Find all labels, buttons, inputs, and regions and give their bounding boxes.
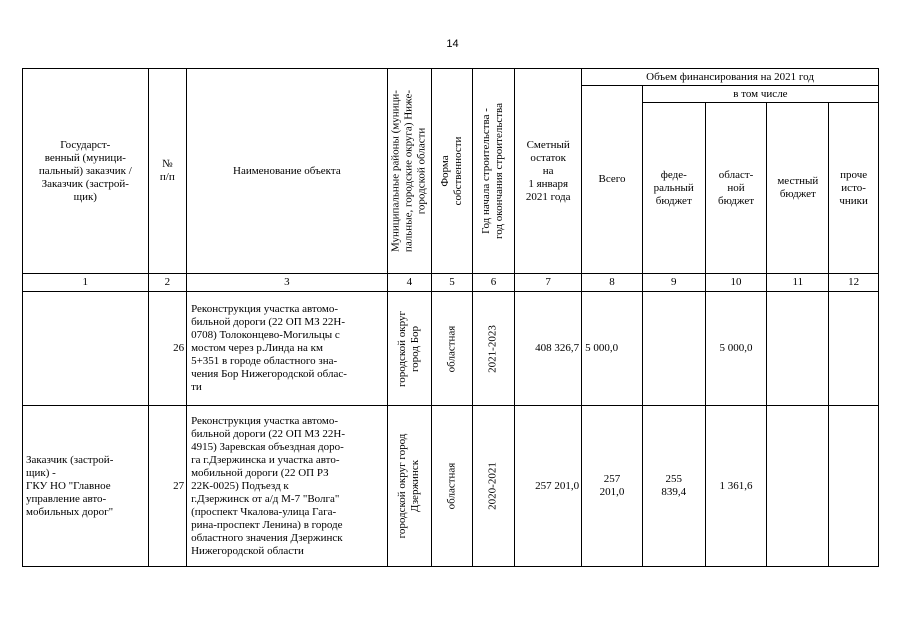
row-local	[767, 406, 829, 567]
column-number: 6	[472, 274, 515, 292]
header-ownership: Форма собственности	[432, 69, 473, 274]
row-local	[767, 292, 829, 406]
row-estimate: 257 201,0	[515, 406, 582, 567]
column-number: 10	[705, 274, 767, 292]
column-number: 12	[829, 274, 879, 292]
row-other	[829, 406, 879, 567]
page-number: 14	[446, 38, 459, 50]
header-federal: феде- ральный бюджет	[642, 103, 705, 274]
row-other	[829, 292, 879, 406]
column-number: 5	[432, 274, 473, 292]
header-object-name: Наименование объекта	[187, 69, 388, 274]
column-number: 7	[515, 274, 582, 292]
row-total: 5 000,0	[582, 292, 643, 406]
row-federal: 255 839,4	[642, 406, 705, 567]
row-total: 257 201,0	[582, 406, 643, 567]
column-number: 9	[642, 274, 705, 292]
row-customer	[23, 292, 149, 406]
header-including: в том числе	[642, 86, 878, 103]
row-regional: 5 000,0	[705, 292, 767, 406]
header-regional: област- ной бюджет	[705, 103, 767, 274]
column-number: 1	[23, 274, 149, 292]
column-number: 8	[582, 274, 643, 292]
header-estimate: Сметный остаток на 1 января 2021 года	[515, 69, 582, 274]
financing-table	[22, 68, 879, 567]
row-ownership: областная	[432, 292, 473, 406]
table-row	[23, 292, 879, 406]
column-number: 11	[767, 274, 829, 292]
header-num: № п/п	[148, 69, 186, 274]
header-customer: Государст- венный (муници- пальный) заказчик / Заказчик (застрой- щик)	[23, 69, 149, 274]
row-num: 26	[148, 292, 186, 406]
column-numbers-row	[23, 274, 879, 292]
header-districts: Муниципальные районы (муници- пальные, городские округа) Ниже- городской области	[387, 69, 432, 274]
row-district: городской округ город Дзержинск	[387, 406, 432, 567]
row-estimate: 408 326,7	[515, 292, 582, 406]
header-funding: Объем финансирования на 2021 год	[582, 69, 879, 86]
row-num: 27	[148, 406, 186, 567]
row-years: 2020-2021	[472, 406, 515, 567]
row-years: 2021-2023	[472, 292, 515, 406]
column-number: 2	[148, 274, 186, 292]
row-district: городской округ город Бор	[387, 292, 432, 406]
column-number: 4	[387, 274, 432, 292]
table-row	[23, 406, 879, 567]
row-regional: 1 361,6	[705, 406, 767, 567]
column-number: 3	[187, 274, 388, 292]
row-federal	[642, 292, 705, 406]
header-other: проче исто- чники	[829, 103, 879, 274]
header-total: Всего	[582, 86, 643, 274]
row-object-name: Реконструкция участка автомо- бильной дороги (22 ОП МЗ 22Н- 4915) Заревская объездная доро- га г.Дзержинска и участка авто- мобильной дороги (22 ОП РЗ 22К-0025) Подъезд к г.Дзержинск от а/д М-7 "Волга" (проспект Чкалова-улица Гага- рина-проспект Ленина) в городе областного значения Дзержинск Нижегородской области	[187, 406, 388, 567]
row-customer: Заказчик (застрой- щик) - ГКУ НО "Главное управление авто- мобильных дорог"	[23, 406, 149, 567]
header-years: Год начала строительства - год окончания строительства	[472, 69, 515, 274]
header-local: местный бюджет	[767, 103, 829, 274]
row-ownership: областная	[432, 406, 473, 567]
row-object-name: Реконструкция участка автомо- бильной дороги (22 ОП МЗ 22Н- 0708) Толоконцево-Могильцы с мостом через р.Линда на км 5+351 в городе областного зна- чения Бор Нижегородской облас- ти	[187, 292, 388, 406]
